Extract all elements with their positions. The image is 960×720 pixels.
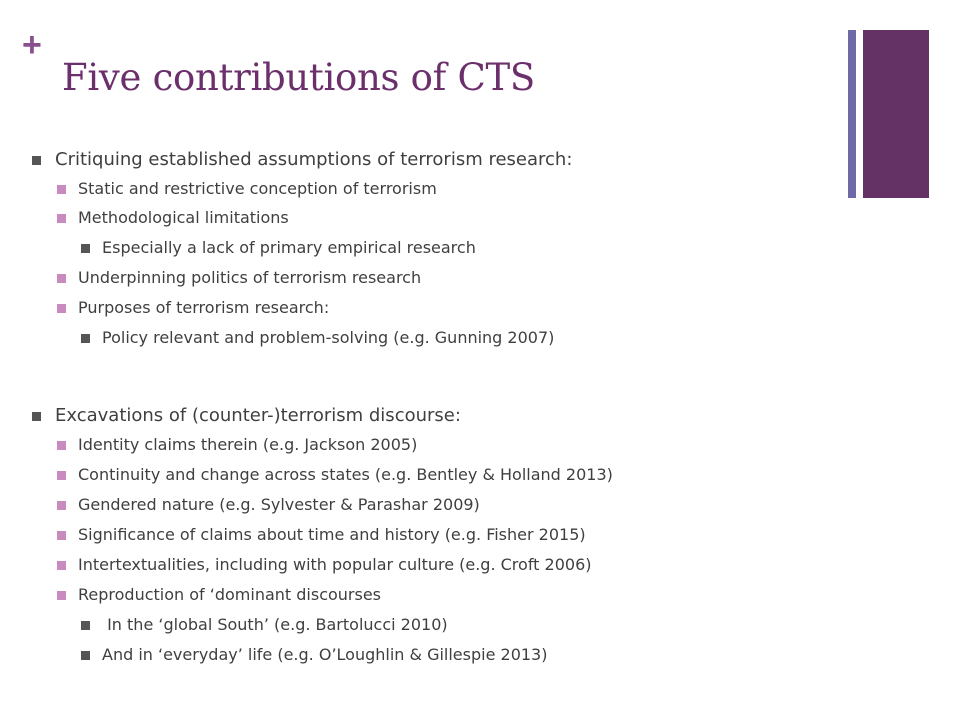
accent-bar-thick <box>863 30 929 198</box>
bullet-square-icon <box>57 185 66 194</box>
section2-item: Reproduction of ‘dominant discourses <box>78 585 381 604</box>
bullet-square-icon <box>81 244 90 253</box>
bullet-square-icon <box>81 334 90 343</box>
section1-subitem: Policy relevant and problem-solving (e.g. Gunning 2007) <box>102 328 554 347</box>
accent-bar-thin <box>848 30 856 198</box>
bullet-square-icon <box>81 651 90 660</box>
section1-item: Methodological limitations <box>78 208 289 227</box>
bullet-square-icon <box>57 531 66 540</box>
bullet-square-icon <box>57 561 66 570</box>
bullet-square-icon <box>57 441 66 450</box>
bullet-square-icon <box>32 156 41 165</box>
bullet-square-icon <box>81 621 90 630</box>
bullet-square-icon <box>57 214 66 223</box>
plus-decoration: + <box>22 26 42 64</box>
section2-heading: Excavations of (counter-)terrorism discourse: <box>55 405 461 426</box>
bullet-square-icon <box>57 304 66 313</box>
bullet-square-icon <box>57 591 66 600</box>
bullet-square-icon <box>57 274 66 283</box>
bullet-square-icon <box>57 471 66 480</box>
section2-subitem: And in ‘everyday’ life (e.g. O’Loughlin & Gillespie 2013) <box>102 645 547 664</box>
section1-item: Underpinning politics of terrorism research <box>78 268 421 287</box>
section2-item: Gendered nature (e.g. Sylvester & Parashar 2009) <box>78 495 480 514</box>
section1-heading: Critiquing established assumptions of terrorism research: <box>55 149 572 170</box>
section1-item: Static and restrictive conception of terrorism <box>78 179 437 198</box>
bullet-square-icon <box>32 412 41 421</box>
slide-title: Five contributions of CTS <box>62 56 535 99</box>
section2-subitem: In the ‘global South’ (e.g. Bartolucci 2010) <box>102 615 448 634</box>
section2-item: Significance of claims about time and history (e.g. Fisher 2015) <box>78 525 586 544</box>
section2-item: Intertextualities, including with popular culture (e.g. Croft 2006) <box>78 555 592 574</box>
section2-item: Continuity and change across states (e.g. Bentley & Holland 2013) <box>78 465 613 484</box>
section1-item: Purposes of terrorism research: <box>78 298 329 317</box>
section1-subitem: Especially a lack of primary empirical research <box>102 238 476 257</box>
section2-item: Identity claims therein (e.g. Jackson 2005) <box>78 435 417 454</box>
bullet-square-icon <box>57 501 66 510</box>
